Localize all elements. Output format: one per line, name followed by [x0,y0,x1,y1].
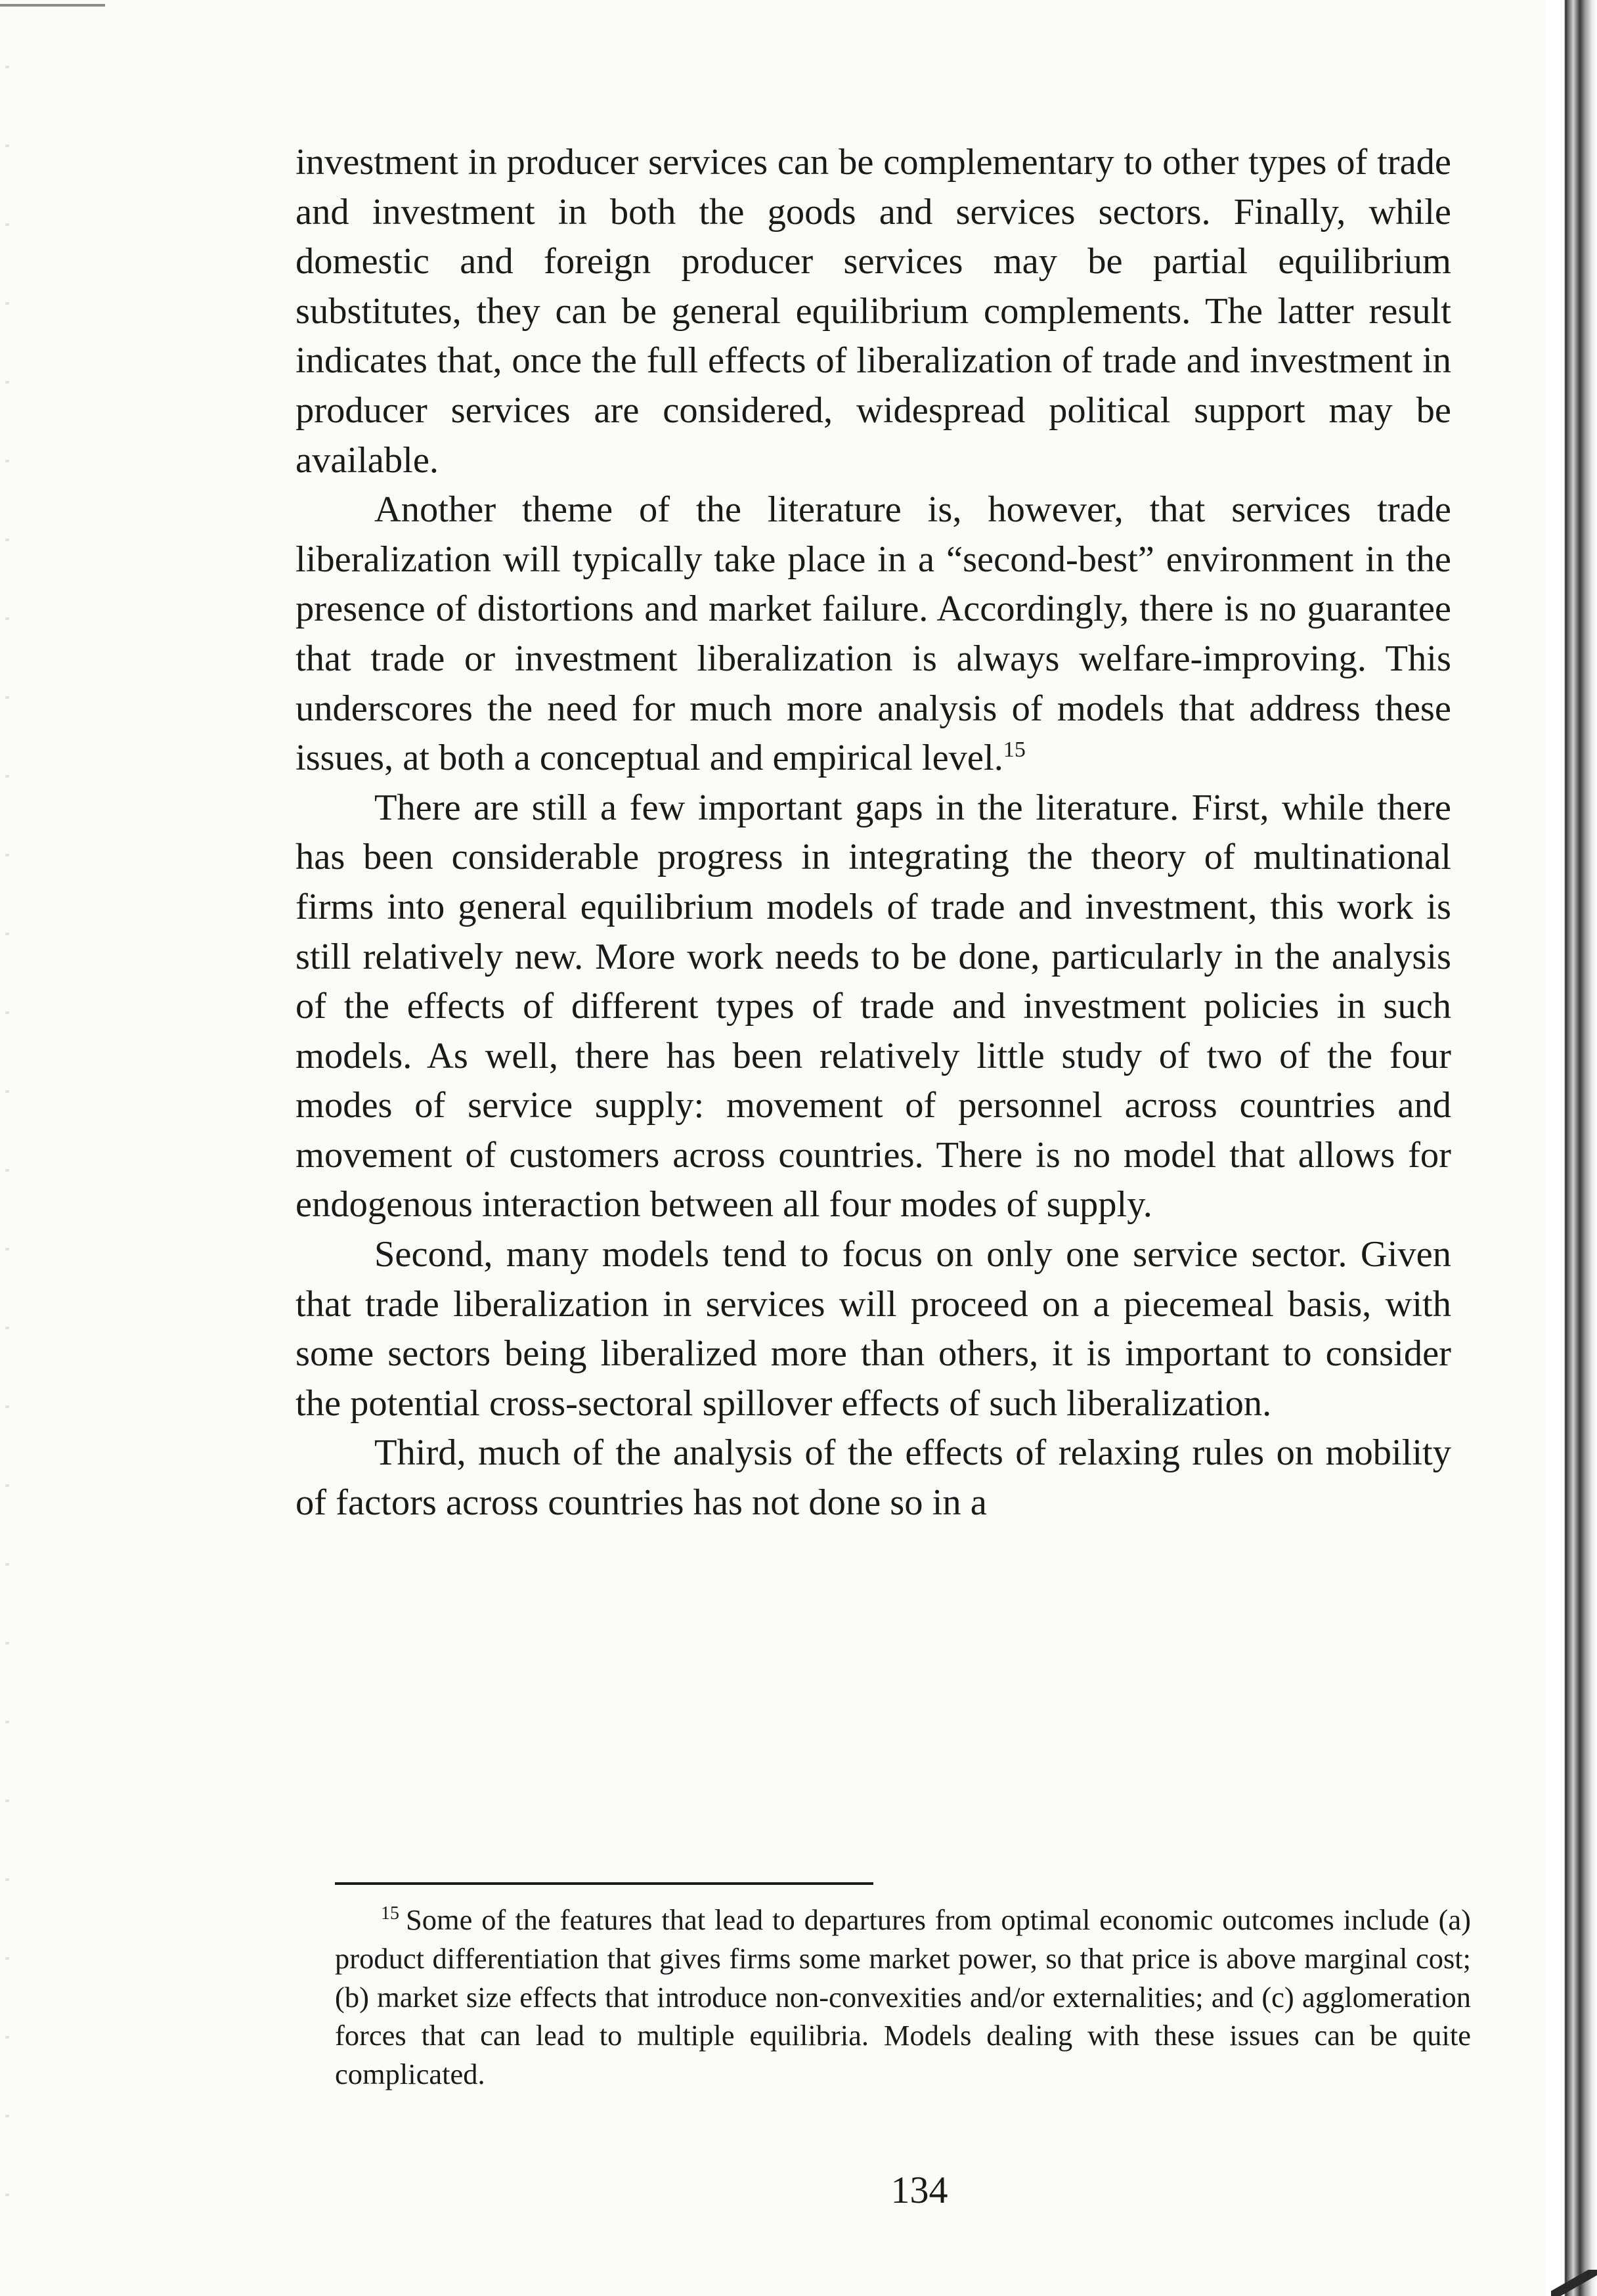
scan-speckle [5,39,9,2259]
footnote [335,1901,1471,2094]
footnote-reference[interactable]: 15 [1003,738,1026,762]
footnote-separator [335,1882,873,1885]
paragraph-continuation: investment in producer services can be complementary to other types of trade and investment in both the goods and services sectors. Finally, while domestic and foreign producer services may be partial equilibrium substitutes, they can be general equilibrium complements. The latter result indicates that, once the full effects of liberalization of trade and investment in producer services are considered, widespread political support may be available. [295,142,1451,481]
book-binding-corner [1551,2270,1597,2296]
page-number: 134 [890,2169,948,2211]
footnote-text: $^{15}$ Some of the features that lead to departures from optimal economic outcomes include (a) product differentiation that gives firms some market power, so that price is above marginal cost; (b) market size effects that introduce non-convexities and/or externalities; and (c) agglomeration forces that can lead to multiple equilibria. Models dealing with these issues can be quite complicated. [335,1903,1471,2091]
footnote-marker: 15 [381,1903,399,1924]
paragraph-gaps-first: There are still a few important gaps in the literature. First, while there has been considerable progress in integrating the theory of multinational firms into general equilibrium models of trade and investment, this work is still relatively new. More work needs to be done, particularly in the analysis of the effects of different types of trade and investment policies in such models. As well, there has been relatively little study of two of the four modes of service supply: movement of personnel across countries and movement of customers across countries. There is no model that allows for endogenous interaction between all four modes of supply. [295,787,1451,1225]
paragraph-second-best: Another theme of the literature is, however, that services trade liberalization will typically take place in a “second-best” environment in the presence of distortions and market failure. Accordingly, there is no guarantee that trade or investment liberalization is always welfare-improving. This underscores the need for much more analysis of models that address these issues, at both a conceptual and empirical level.$^{15}$ [295,489,1451,779]
paragraph-gaps-third: Third, much of the analysis of the effects of relaxing rules on mobility of factors across countries has not done so in a [295,1432,1451,1524]
book-binding-edge [1546,0,1597,2296]
body-text [295,138,1451,1528]
scan-edge-mark [0,4,105,7]
paragraph-gaps-second: Second, many models tend to focus on only one service sector. Given that trade liberalization in services will proceed on a piecemeal basis, with some sectors being liberalized more than others, it is important to consider the potential cross-sectoral spillover effects of such liberalization. [295,1234,1451,1424]
